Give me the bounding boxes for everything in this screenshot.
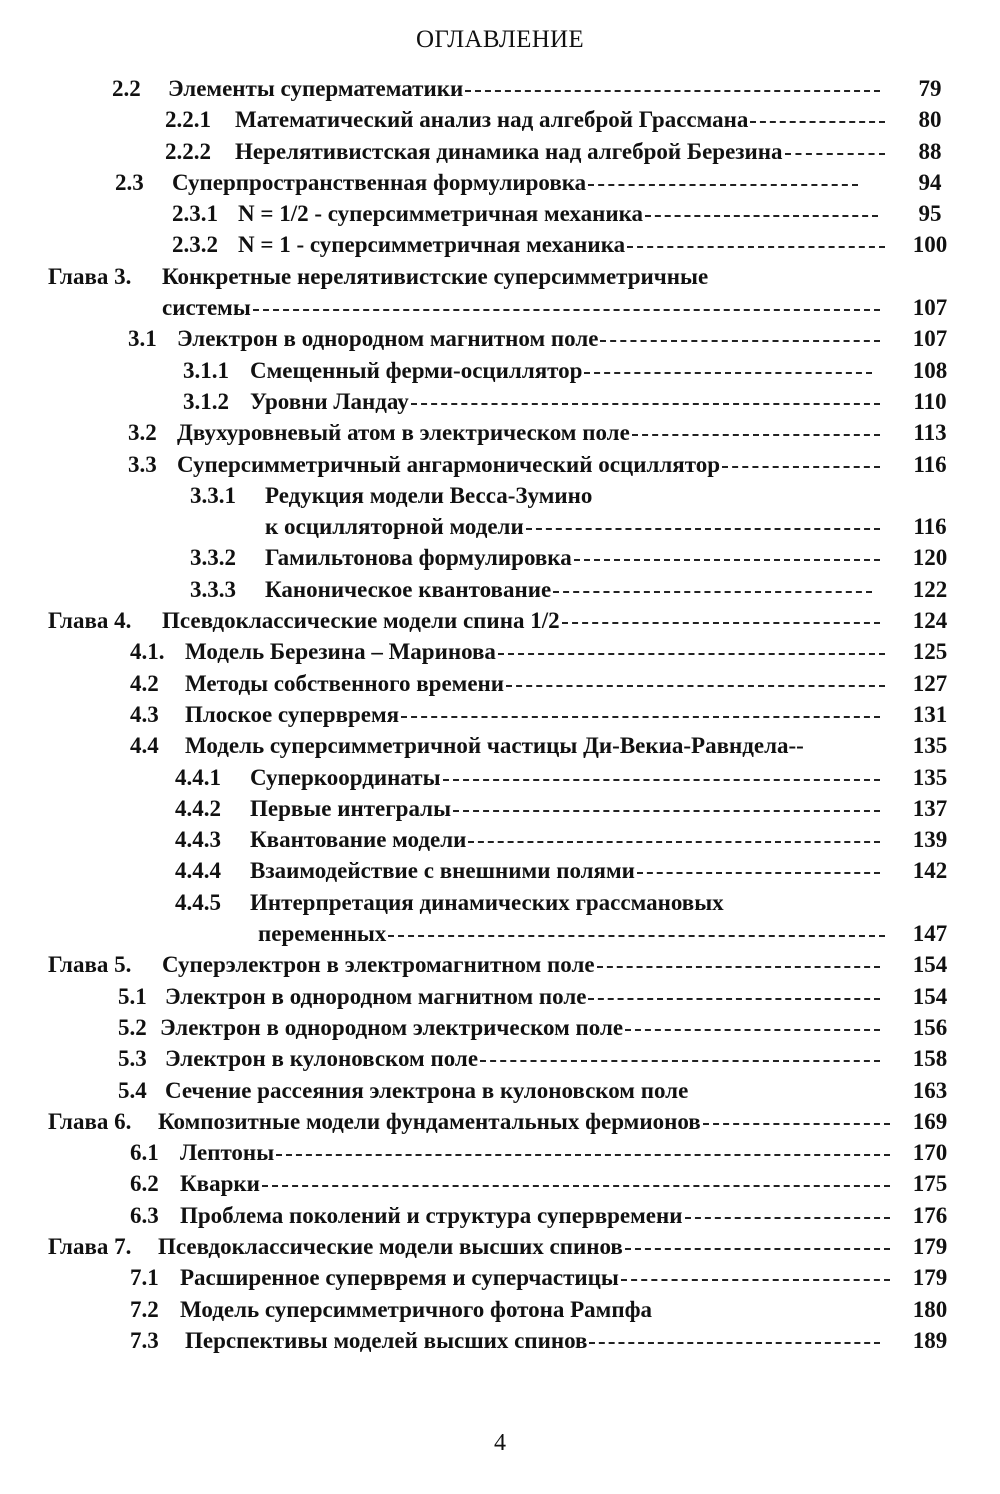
toc-entry[interactable] [0, 355, 1000, 386]
dot-leader [468, 841, 880, 843]
dot-leader [600, 340, 880, 342]
dot-leader [574, 559, 880, 561]
dot-leader [627, 246, 885, 248]
dot-leader [553, 591, 872, 593]
toc-entry-number: 3.1 [128, 326, 157, 352]
toc-entry-number: 2.2 [112, 76, 141, 101]
dot-leader [443, 779, 880, 781]
toc-entry-number: 2.3.1 [172, 201, 218, 227]
toc-entry-title: Суперкоординаты [250, 764, 441, 790]
toc-entry-number: 5.4 [118, 1077, 147, 1103]
toc-entry-title: Псевдоклассические модели спина 1/2 [162, 608, 560, 634]
toc-entry-page: 122 [912, 576, 948, 602]
toc-entry-title: Перспективы моделей высших спинов [185, 1327, 588, 1353]
toc-entry-title: Конкретные нерелятивистские суперсимметричные [162, 263, 709, 289]
toc-entry[interactable] [0, 949, 1000, 980]
toc-entry-page: 179 [912, 1233, 948, 1259]
toc-entry-title: Интерпретация динамических грассмановых [250, 889, 724, 915]
toc-entry[interactable] [0, 1012, 1000, 1043]
toc-entry-title: Суперсимметричный ангармонический осциллятор [177, 451, 721, 477]
toc-entry-page: 142 [912, 858, 948, 884]
toc-entry-number: 6.3 [130, 1202, 159, 1228]
toc-entry-number: 6.1 [130, 1140, 159, 1166]
dot-leader [465, 90, 880, 92]
toc-entry-title: Первые интегралы [250, 795, 452, 821]
dot-leader [625, 1029, 880, 1031]
toc-entry-page: 107 [912, 326, 948, 352]
dot-leader [253, 309, 880, 311]
dot-leader [401, 716, 880, 718]
toc-entry[interactable] [0, 793, 1000, 824]
toc-entry[interactable] [0, 574, 1000, 605]
dot-leader [584, 372, 872, 374]
toc-entry[interactable] [0, 511, 1000, 542]
toc-entry[interactable] [0, 1106, 1000, 1137]
toc-entry[interactable] [0, 1231, 1000, 1262]
dot-leader [597, 966, 880, 968]
toc-entry-title: Кварки [180, 1171, 260, 1197]
toc-entry-number: 3.1.2 [183, 388, 229, 414]
toc-entry-title: Псевдоклассические модели высших спинов [158, 1233, 623, 1259]
toc-entry-page: 79 [918, 76, 942, 101]
dot-leader [506, 685, 885, 687]
toc-entry-page: 100 [912, 232, 948, 258]
toc-entry-number: Глава 6. [48, 1108, 132, 1134]
dot-leader [637, 872, 880, 874]
toc-entry-page: 120 [912, 545, 948, 571]
toc-entry-title: Электрон в однородном магнитном поле [165, 983, 587, 1009]
toc-entry-page: 169 [912, 1108, 948, 1134]
toc-entry-number: 3.3.2 [190, 545, 236, 571]
toc-entry-number: 4.2 [130, 670, 159, 696]
toc-entry-title: Лептоны [180, 1140, 275, 1166]
dot-leader [703, 1123, 890, 1125]
toc-entry-title: Плоское супервремя [185, 701, 400, 727]
toc-entry-page: 107 [912, 295, 948, 321]
toc-entry[interactable] [0, 1043, 1000, 1074]
toc-entry-page: 108 [912, 357, 948, 383]
toc-entry-title: Модель Березина – Маринова [185, 639, 496, 665]
toc-entry-title: Суперэлектрон в электромагнитном поле [162, 952, 595, 978]
toc-entry-number: 4.4.5 [175, 889, 221, 915]
toc-entry-number: Глава 5. [48, 952, 132, 978]
toc-entry[interactable] [0, 542, 1000, 573]
toc-entry-page: 116 [913, 514, 947, 540]
toc-entry-page: 156 [912, 1014, 948, 1040]
toc-entry-page: 189 [912, 1327, 948, 1353]
toc-entry-page: 176 [912, 1202, 948, 1228]
toc-entry[interactable] [0, 136, 1000, 167]
dot-leader [276, 1154, 890, 1156]
toc-entry-title: Сечение рассеяния электрона в кулоновском поле [165, 1077, 689, 1103]
toc-entry-title: Смещенный ферми-осциллятор [250, 357, 583, 383]
dot-leader [685, 1217, 890, 1219]
toc-entry-page: 139 [912, 827, 948, 853]
toc-entry-number: 7.2 [130, 1296, 159, 1322]
toc-entry-number: 3.1.1 [183, 357, 229, 383]
toc-entry-number: 4.4.3 [175, 827, 221, 853]
toc-entry-number: 3.3.3 [190, 576, 236, 602]
toc-entry-number: 4.3 [130, 701, 159, 727]
toc-entry-number: 4.4.2 [175, 795, 221, 821]
toc-entry-page: 110 [913, 388, 947, 414]
toc-entry-number: 4.1. [130, 639, 165, 665]
dot-leader [453, 810, 880, 812]
toc-entry[interactable] [0, 1294, 1000, 1325]
toc-entry-number: 5.3 [118, 1046, 147, 1072]
toc-entry-page: 127 [912, 670, 948, 696]
toc-entry-page: 88 [918, 138, 942, 164]
dot-leader [588, 184, 858, 186]
toc-entry[interactable] [0, 198, 1000, 229]
dot-leader [480, 1060, 880, 1062]
toc-entry-number: 2.3.2 [172, 232, 218, 258]
toc-entry[interactable] [0, 386, 1000, 417]
toc-entry-number: 2.3 [115, 169, 144, 195]
toc-entry-page: 95 [918, 201, 942, 227]
toc-entry-number: 5.1 [118, 983, 147, 1009]
toc-entry-title: Методы собственного времени [185, 670, 505, 696]
toc-entry-page: 135 [912, 733, 948, 759]
toc-entry-page: 170 [912, 1140, 948, 1166]
toc-entry[interactable] [0, 449, 1000, 480]
toc-entry-number: 7.1 [130, 1265, 159, 1291]
toc-entry-page: 154 [912, 952, 948, 978]
toc-entry-number: Глава 4. [48, 608, 132, 634]
toc-entry-title: Взаимодействие с внешними полями [250, 858, 635, 884]
toc-entry[interactable] [0, 762, 1000, 793]
toc-entry-title: Гамильтонова формулировка [265, 545, 572, 571]
toc-entry-title: Модель суперсимметричной частицы Ди-Векиа-Равндела-- [185, 733, 804, 759]
toc-entry-page: 154 [912, 983, 948, 1009]
toc-entry[interactable] [0, 605, 1000, 636]
toc-entry-page: 116 [913, 451, 947, 477]
toc-entry[interactable] [0, 636, 1000, 667]
toc-entry-page: 124 [912, 608, 948, 634]
toc-entry-title: Уровни Ландау [250, 388, 409, 414]
toc-entry-title: Математический анализ над алгеброй Грассмана [235, 107, 749, 133]
toc-heading: ОГЛАВЛЕНИЕ [416, 26, 584, 53]
toc-entry[interactable] [0, 104, 1000, 135]
toc-entry-number: Глава 7. [48, 1233, 132, 1259]
toc-entry-number: 6.2 [130, 1171, 159, 1197]
toc-entry[interactable] [0, 1168, 1000, 1199]
toc-entry-title: Электрон в кулоновском поле [165, 1046, 479, 1072]
toc-entry-number: 4.4.1 [175, 764, 221, 790]
toc-entry[interactable] [0, 73, 1000, 104]
dot-leader [645, 215, 878, 217]
toc-entry[interactable] [0, 730, 1000, 761]
toc-entry[interactable] [0, 417, 1000, 448]
toc-entry[interactable] [0, 887, 1000, 918]
toc-entry-title: Электрон в однородном магнитном поле [177, 326, 599, 352]
page-number: 4 [494, 1430, 506, 1456]
toc-entry-number: 4.4 [130, 733, 159, 759]
table-of-contents [0, 73, 1000, 1356]
toc-entry-title: Модель суперсимметричного фотона Рампфа [180, 1296, 653, 1322]
toc-entry[interactable] [0, 1325, 1000, 1356]
dot-leader [498, 653, 885, 655]
toc-entry[interactable] [0, 1200, 1000, 1231]
toc-entry[interactable] [0, 167, 1000, 198]
dot-leader [588, 998, 880, 1000]
toc-entry-page: 179 [912, 1265, 948, 1291]
toc-entry-page: 131 [912, 701, 948, 727]
toc-entry[interactable] [0, 292, 1000, 323]
toc-entry[interactable] [0, 480, 1000, 511]
toc-entry-title: Расширенное супервремя и суперчастицы [180, 1265, 619, 1291]
toc-entry-title: Проблема поколений и структура супервремени [180, 1202, 683, 1228]
toc-entry[interactable] [0, 1137, 1000, 1168]
dot-leader [785, 153, 885, 155]
dot-leader [589, 1342, 880, 1344]
toc-entry-title: Двухуровневый атом в электрическом поле [177, 420, 630, 446]
toc-entry[interactable] [0, 824, 1000, 855]
toc-entry-number: 4.4.4 [175, 858, 221, 884]
toc-entry[interactable] [0, 855, 1000, 886]
toc-entry-number: 3.3 [128, 451, 157, 477]
toc-entry-number: 2.2.2 [165, 138, 211, 164]
dot-leader [625, 1248, 890, 1250]
toc-entry[interactable] [0, 918, 1000, 949]
toc-entry-title: переменных [258, 921, 387, 947]
toc-entry-title: Электрон в однородном электрическом поле [160, 1014, 624, 1040]
toc-entry[interactable] [0, 323, 1000, 354]
toc-entry[interactable] [0, 1262, 1000, 1293]
toc-entry-page: 180 [912, 1296, 948, 1322]
toc-entry-title: Элементы суперматематики [168, 76, 464, 101]
dot-leader [388, 935, 885, 937]
toc-entry-number: 3.2 [128, 420, 157, 446]
toc-entry-title: Редукция модели Весса-Зумино [265, 482, 593, 508]
toc-entry-page: 125 [912, 639, 948, 665]
dot-leader [750, 121, 885, 123]
toc-entry-page: 80 [918, 107, 942, 133]
dot-leader [621, 1279, 890, 1281]
toc-entry[interactable] [0, 261, 1000, 292]
toc-entry-page: 135 [912, 764, 948, 790]
toc-entry-page: 113 [913, 420, 947, 446]
toc-entry-title: Квантование модели [250, 827, 467, 853]
dot-leader [722, 466, 880, 468]
dot-leader [632, 434, 880, 436]
toc-entry-title: Нерелятивистская динамика над алгеброй Березина [235, 138, 783, 164]
toc-entry-number: 2.2.1 [165, 107, 211, 133]
toc-entry-page: 163 [912, 1077, 948, 1103]
toc-entry-number: 7.3 [130, 1327, 159, 1353]
toc-entry-title: к осцилляторной модели [265, 514, 524, 540]
toc-entry-title: системы [162, 295, 251, 321]
toc-entry-title: Композитные модели фундаментальных фермионов [158, 1108, 701, 1134]
toc-entry-number: 5.2 [118, 1014, 147, 1040]
toc-entry-page: 94 [918, 169, 942, 195]
toc-entry-title: Суперпространственная формулировка [172, 169, 587, 195]
toc-entry-number: Глава 3. [48, 263, 132, 289]
toc-entry-title: N = 1/2 - суперсимметричная механика [238, 201, 643, 227]
toc-entry-page: 175 [912, 1171, 948, 1197]
toc-entry-title: N = 1 - суперсимметричная механика [238, 232, 626, 258]
toc-entry[interactable] [0, 1075, 1000, 1106]
toc-entry[interactable] [0, 229, 1000, 260]
toc-entry-page: 137 [912, 795, 948, 821]
dot-leader [262, 1185, 890, 1187]
toc-entry[interactable] [0, 699, 1000, 730]
dot-leader [562, 622, 880, 624]
toc-entry-page: 147 [912, 921, 948, 947]
dot-leader [411, 403, 880, 405]
toc-entry[interactable] [0, 668, 1000, 699]
dot-leader [526, 528, 880, 530]
toc-entry[interactable] [0, 981, 1000, 1012]
toc-entry-page: 158 [912, 1046, 948, 1072]
toc-entry-title: Каноническое квантование [265, 576, 552, 602]
toc-entry-number: 3.3.1 [190, 482, 236, 508]
